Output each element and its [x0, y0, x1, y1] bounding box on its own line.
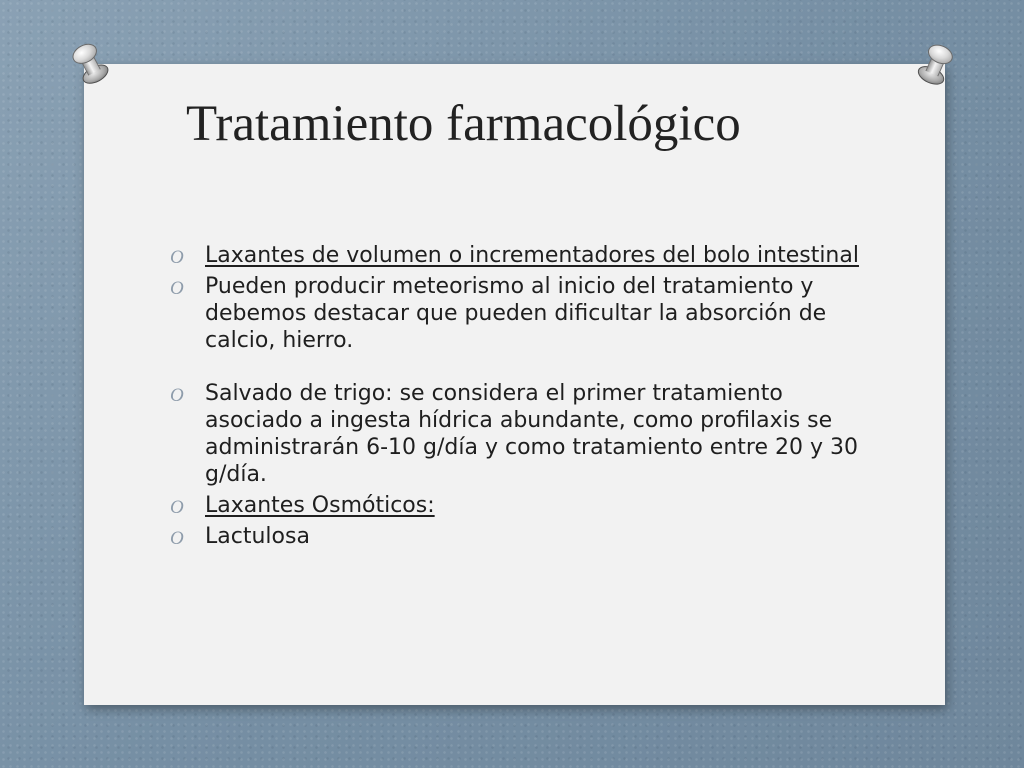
- bullet-item: [170, 380, 870, 488]
- bullet-marker-icon: O: [170, 497, 184, 518]
- bullet-text: Salvado de trigo: se considera el primer tratamiento asociado a ingesta hídrica abundante, como profilaxis se administrarán 6-10 g/día y como tratamiento entre 20 y 30 g/día.: [205, 381, 858, 487]
- bullet-text: Pueden producir meteorismo al inicio del tratamiento y debemos destacar que pueden dificultar la absorción de calcio, hierro.: [205, 274, 827, 353]
- bullet-text: Laxantes de volumen o incrementadores del bolo intestinal: [205, 243, 859, 268]
- bullet-list: [170, 242, 870, 554]
- bullet-item: [170, 523, 870, 550]
- bullet-item: [170, 273, 870, 354]
- bullet-marker-icon: O: [170, 247, 184, 268]
- bullet-marker-icon: O: [170, 278, 184, 299]
- bullet-marker-icon: O: [170, 528, 184, 549]
- bullet-marker-icon: O: [170, 385, 184, 406]
- bullet-text: Lactulosa: [205, 524, 310, 549]
- bullet-item: [170, 492, 870, 519]
- bullet-text: Laxantes Osmóticos:: [205, 493, 435, 518]
- slide-title: Tratamiento farmacológico: [186, 96, 741, 152]
- bullet-item: [170, 242, 870, 269]
